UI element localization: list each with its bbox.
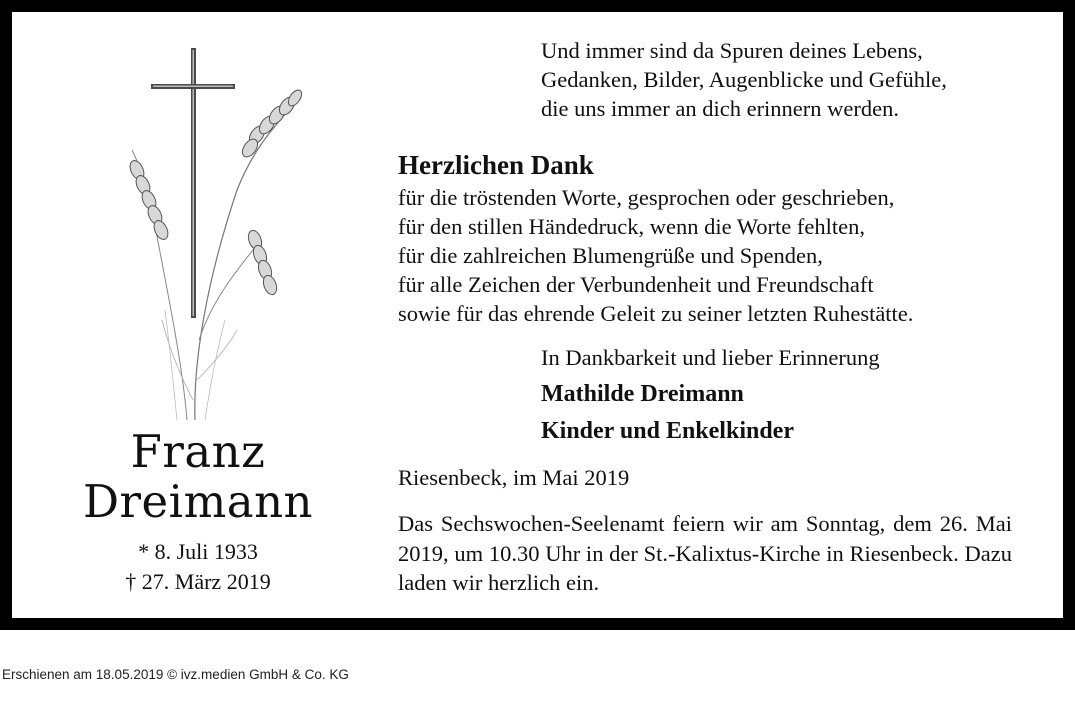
poem: [541, 36, 1051, 123]
birth-date: * 8. Juli 1933: [138, 539, 258, 564]
poem-line: Gedanken, Bilder, Augenblicke und Gefühle,: [541, 67, 947, 92]
publication-footer: Erschienen am 18.05.2019 © ivz.medien GmbH & Co. KG: [2, 667, 349, 682]
poem-line: Und immer sind da Spuren deines Lebens,: [541, 38, 923, 63]
thanks-text: [398, 183, 1038, 328]
last-name: Dreimann: [82, 475, 314, 528]
thanks-line: für die zahlreichen Blumengrüße und Spenden,: [398, 243, 823, 268]
thanks-line: für den stillen Händedruck, wenn die Worte fehlten,: [398, 214, 865, 239]
deceased-name: [12, 427, 384, 527]
notice-content: [12, 12, 1063, 618]
announcement: Das Sechswochen-Seelenamt feiern wir am Sonntag, dem 26. Mai 2019, um 10.30 Uhr in der St.-Kalixtus-Kirche in Riesenbeck. Dazu laden wir herzlich ein.: [398, 511, 1012, 595]
poem-line: die uns immer an dich erinnern werden.: [541, 96, 900, 121]
place-date: Riesenbeck, im Mai 2019: [398, 465, 630, 490]
signature-intro: In Dankbarkeit und lieber Erinnerung: [541, 345, 880, 370]
cross-wheat-icon: [107, 40, 327, 425]
first-name: Franz: [130, 425, 266, 478]
thanks-line: sowie für das ehrende Geleit zu seiner letzten Ruhestätte.: [398, 301, 914, 326]
signature-name-2: Kinder und Enkelkinder: [541, 418, 794, 444]
thanks-line: für die tröstenden Worte, gesprochen oder geschrieben,: [398, 185, 895, 210]
death-date: † 27. März 2019: [125, 569, 271, 594]
thanks-line: für alle Zeichen der Verbundenheit und Freundschaft: [398, 272, 874, 297]
signature-name-1: Mathilde Dreimann: [541, 381, 744, 407]
thanks-heading: Herzlichen Dank: [398, 150, 594, 180]
